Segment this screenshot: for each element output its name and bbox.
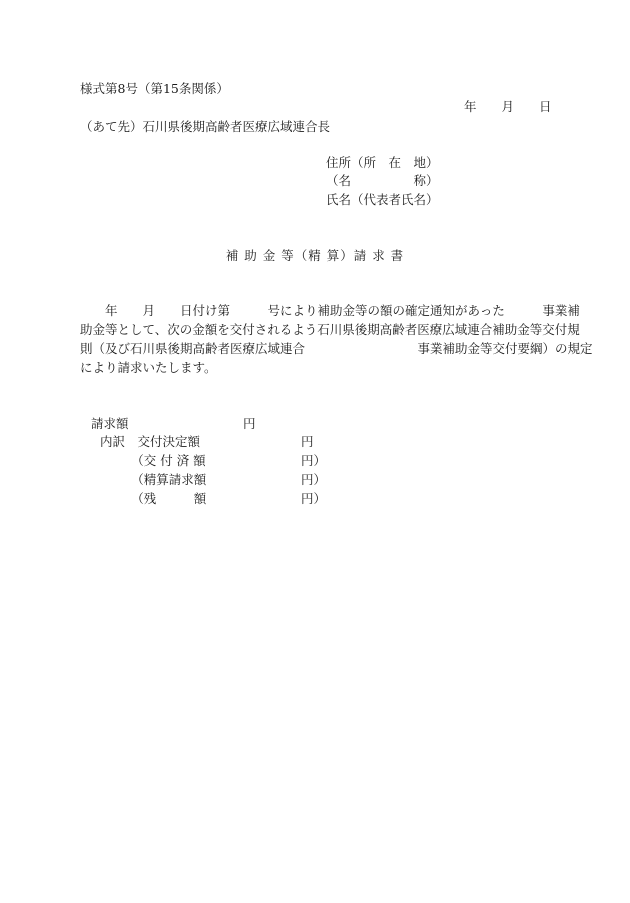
date-line: 年 月 日 xyxy=(464,99,552,114)
breakdown-yen-decided: 円 xyxy=(301,434,314,449)
addressee: （あて先）石川県後期高齢者医療広域連合長 xyxy=(80,119,331,134)
applicant-address-label: 住所（所 在 地） xyxy=(326,155,439,170)
breakdown-label-paid: （交 付 済 額 xyxy=(100,453,206,468)
body-text-line: 則（及び石川県後期高齢者医療広域連合 事業補助金等交付要綱）の規定 xyxy=(80,341,593,356)
body-text-line: 年 月 日付け第 号により補助金等の額の確定通知があった 事業補 xyxy=(80,303,580,318)
breakdown-yen-settlement: 円） xyxy=(301,472,327,487)
claim-amount-yen: 円 xyxy=(243,416,256,431)
body-text-line: により請求いたします。 xyxy=(80,360,217,375)
breakdown-label-remaining: （残 額 xyxy=(100,491,207,506)
breakdown-yen-paid: 円） xyxy=(301,453,327,468)
applicant-name-label: （名 称） xyxy=(326,173,439,188)
form-number: 様式第8号（第15条関係） xyxy=(80,81,229,96)
body-text-line: 助金等として、次の金額を交付されるよう石川県後期高齢者医療広域連合補助金等交付規 xyxy=(80,322,580,337)
breakdown-yen-remaining: 円） xyxy=(301,491,327,506)
claim-amount-label: 請求額 xyxy=(91,416,129,431)
breakdown-label-decided: 内訳 交付決定額 xyxy=(100,434,201,449)
breakdown-label-settlement: （精算請求額 xyxy=(100,472,207,487)
document-title: 補 助 金 等（精 算）請 求 書 xyxy=(225,248,405,263)
applicant-representative-label: 氏名（代表者氏名） xyxy=(326,192,439,207)
